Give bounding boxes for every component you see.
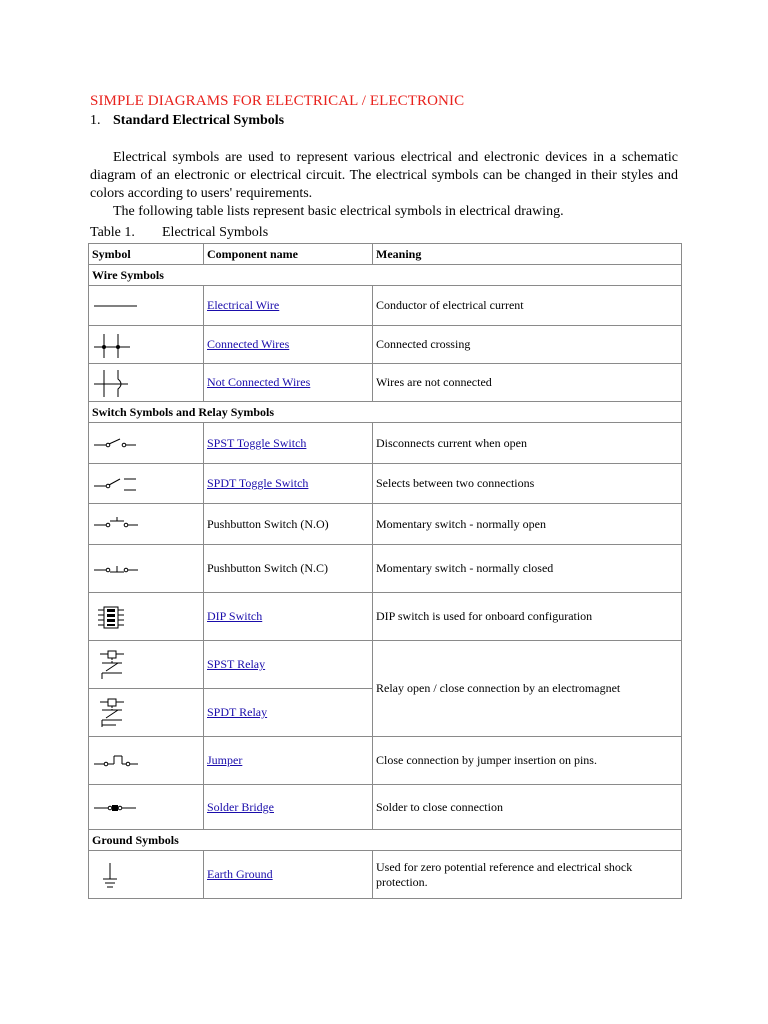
- component-name-cell: Pushbutton Switch (N.C): [204, 545, 373, 593]
- earth-ground-icon: [92, 859, 192, 891]
- section-label-ground: Ground Symbols: [89, 830, 682, 851]
- component-name-cell: [204, 286, 373, 326]
- table-row: [89, 423, 682, 464]
- table-row: [89, 364, 682, 402]
- component-link-connected-wires[interactable]: Connected Wires: [207, 337, 290, 351]
- spst-toggle-switch-icon: [92, 428, 192, 458]
- component-link-spdt-relay[interactable]: SPDT Relay: [207, 705, 268, 719]
- jumper-icon: [92, 746, 192, 776]
- heading-number: 1.: [90, 113, 101, 128]
- table-caption-text: Electrical Symbols: [162, 225, 269, 240]
- component-name-cell: [204, 737, 373, 785]
- meaning-cell: Used for zero potential reference and electrical shock protection.: [373, 851, 682, 899]
- spdt-toggle-switch-icon: [92, 469, 192, 499]
- table-row: [89, 286, 682, 326]
- component-name-cell: [204, 326, 373, 364]
- table-row: [89, 641, 682, 689]
- meaning-cell: Momentary switch - normally open: [373, 504, 682, 545]
- symbol-cell: [89, 641, 204, 689]
- header-component-name: Component name: [204, 244, 373, 265]
- component-name-cell: [204, 423, 373, 464]
- section-row-wire: [89, 265, 682, 286]
- symbol-cell: [89, 851, 204, 899]
- connected-wires-icon: [92, 330, 192, 360]
- component-link-jumper[interactable]: Jumper: [207, 753, 243, 767]
- component-name-cell: [204, 593, 373, 641]
- component-name-cell: [204, 785, 373, 830]
- component-link-not-connected-wires[interactable]: Not Connected Wires: [207, 375, 311, 389]
- symbol-cell: [89, 326, 204, 364]
- symbol-cell: [89, 286, 204, 326]
- component-link-earth-ground[interactable]: Earth Ground: [207, 867, 273, 881]
- meaning-cell: Wires are not connected: [373, 364, 682, 402]
- meaning-cell: Selects between two connections: [373, 464, 682, 504]
- component-link-spst-toggle-switch[interactable]: SPST Toggle Switch: [207, 435, 307, 450]
- component-link-spdt-toggle-switch[interactable]: SPDT Toggle Switch: [207, 476, 309, 490]
- table-header-row: [89, 244, 682, 265]
- component-name-cell: [204, 851, 373, 899]
- table-row: [89, 737, 682, 785]
- component-link-electrical-wire[interactable]: Electrical Wire: [207, 298, 280, 312]
- component-link-spst-relay[interactable]: SPST Relay: [207, 657, 266, 671]
- component-name-cell: [204, 641, 373, 689]
- meaning-cell: Solder to close connection: [373, 785, 682, 830]
- pushbutton-no-icon: [92, 509, 192, 539]
- table-row: [89, 545, 682, 593]
- component-name-cell: Pushbutton Switch (N.O): [204, 504, 373, 545]
- section-row-ground: [89, 830, 682, 851]
- component-name-cell: [204, 364, 373, 402]
- solder-bridge-icon: [92, 792, 192, 822]
- meaning-cell: Conductor of electrical current: [373, 286, 682, 326]
- spst-relay-icon: [92, 649, 192, 681]
- meaning-cell: Connected crossing: [373, 326, 682, 364]
- symbol-cell: [89, 785, 204, 830]
- spdt-relay-icon: [92, 697, 192, 729]
- component-name-cell: [204, 464, 373, 504]
- dip-switch-icon: [92, 602, 192, 632]
- symbol-cell: [89, 364, 204, 402]
- symbol-cell: [89, 504, 204, 545]
- table-row: [89, 851, 682, 899]
- table-row: [89, 593, 682, 641]
- pushbutton-nc-icon: [92, 554, 192, 584]
- symbol-cell: [89, 545, 204, 593]
- component-name-cell: [204, 689, 373, 737]
- table-caption-label: Table 1.: [90, 225, 135, 240]
- component-link-dip-switch[interactable]: DIP Switch: [207, 609, 263, 623]
- section-row-switch: [89, 402, 682, 423]
- header-meaning: Meaning: [373, 244, 682, 265]
- meaning-cell: Close connection by jumper insertion on pins.: [373, 737, 682, 785]
- symbol-cell: [89, 737, 204, 785]
- not-connected-wires-icon: [92, 367, 192, 399]
- table-row: [89, 326, 682, 364]
- document-title: SIMPLE DIAGRAMS FOR ELECTRICAL / ELECTRONIC: [90, 93, 465, 109]
- symbol-cell: [89, 593, 204, 641]
- symbol-cell: [89, 464, 204, 504]
- section-label-switch: Switch Symbols and Relay Symbols: [89, 402, 682, 423]
- meaning-cell: Disconnects current when open: [373, 423, 682, 464]
- section-heading: [90, 113, 678, 133]
- heading-text: Standard Electrical Symbols: [113, 113, 285, 128]
- electrical-wire-icon: [92, 291, 192, 321]
- meaning-cell: Momentary switch - normally closed: [373, 545, 682, 593]
- component-link-solder-bridge[interactable]: Solder Bridge: [207, 799, 274, 814]
- header-symbol: Symbol: [89, 244, 204, 265]
- symbol-cell: [89, 423, 204, 464]
- electrical-symbols-table: [88, 243, 682, 899]
- table-row: [89, 504, 682, 545]
- table-row: [89, 785, 682, 830]
- table-intro-paragraph: The following table lists represent basic electrical symbols in electrical drawing.: [113, 204, 564, 219]
- meaning-cell: Relay open / close connection by an electromagnet: [373, 641, 682, 737]
- table-row: [89, 464, 682, 504]
- symbol-cell: [89, 689, 204, 737]
- intro-paragraph: Electrical symbols are used to represent various electrical and electronic devices in a schematic diagram of an electronic or electrical circuit. The electrical symbols can be changed in their styles and colors according to users' requirements.: [90, 150, 678, 201]
- table-caption: [90, 225, 678, 243]
- section-label-wire: Wire Symbols: [89, 265, 682, 286]
- meaning-cell: DIP switch is used for onboard configuration: [373, 593, 682, 641]
- document: [90, 93, 678, 899]
